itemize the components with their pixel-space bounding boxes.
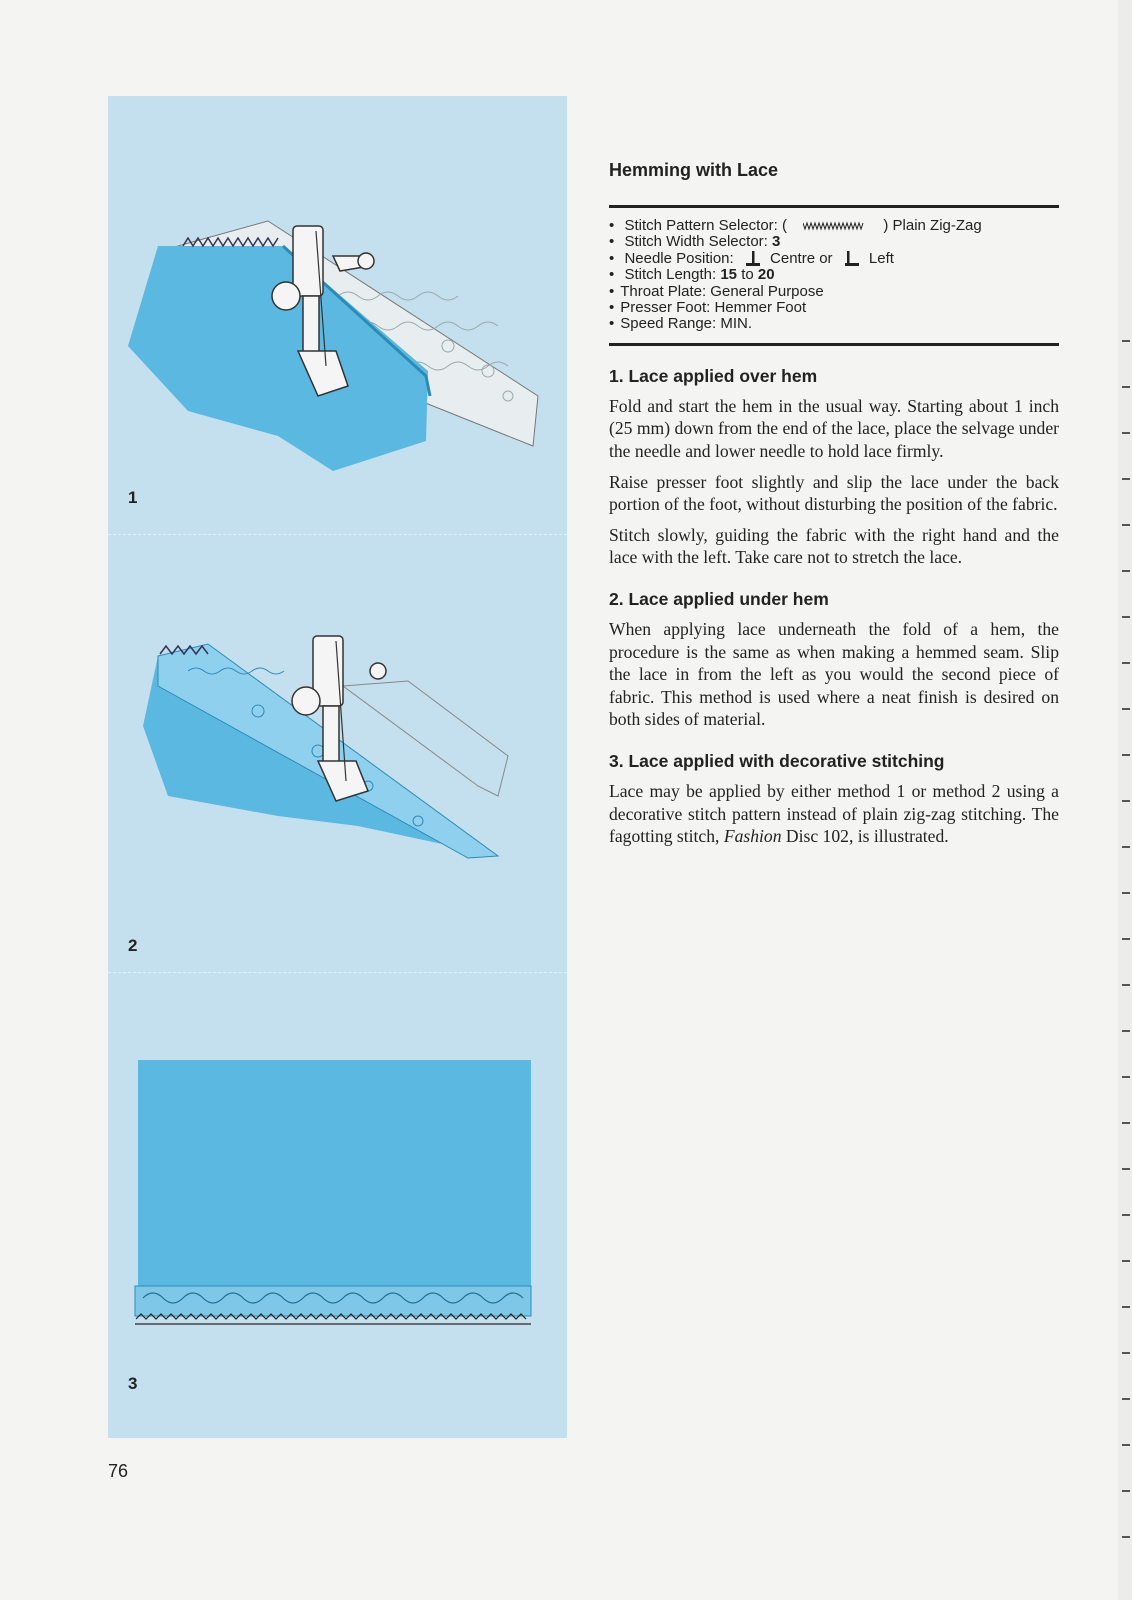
binding-mark xyxy=(1122,846,1130,848)
binding-mark xyxy=(1122,1352,1130,1354)
binding-mark xyxy=(1122,340,1130,342)
content-column xyxy=(609,160,1059,856)
binding-mark xyxy=(1122,478,1130,480)
fabric-swatch xyxy=(138,1060,531,1310)
binding-mark xyxy=(1122,800,1130,802)
machine-settings-list xyxy=(609,218,1059,333)
binding-mark xyxy=(1122,1122,1130,1124)
setting-needle-position: • Needle Position: Centre or Left xyxy=(609,251,1059,267)
figure-label-3: 3 xyxy=(128,1374,138,1393)
binding-mark xyxy=(1122,1306,1130,1308)
section-lace-under-hem xyxy=(609,589,1059,731)
binding-mark xyxy=(1122,1398,1130,1400)
setting-speed-range: • Speed Range: MIN. xyxy=(609,316,1059,332)
binding-mark xyxy=(1122,1214,1130,1216)
setting-stitch-pattern: • Stitch Pattern Selector: ( ) Plain Zig-Zag xyxy=(609,218,1059,234)
setting-presser-foot: • Presser Foot: Hemmer Foot xyxy=(609,300,1059,316)
binding-mark xyxy=(1122,432,1130,434)
figure-3-illustration xyxy=(108,1036,567,1356)
binding-mark xyxy=(1122,1076,1130,1078)
binding-mark xyxy=(1122,1030,1130,1032)
lace-band xyxy=(135,1286,531,1316)
binding-mark xyxy=(1122,1168,1130,1170)
paragraph: Lace may be applied by either method 1 or method 2 using a decorative stitch pattern instead of plain zig-zag stitching. The fagotting stitch, Fashion Disc 102, is illustrated. xyxy=(609,780,1059,847)
paragraph: Raise presser foot slightly and slip the lace under the back portion of the foot, without disturbing the position of the fabric. xyxy=(609,471,1059,515)
illustration-panel xyxy=(108,96,567,1438)
binding-mark xyxy=(1122,1490,1130,1492)
binding-mark xyxy=(1122,524,1130,526)
binding-mark xyxy=(1122,662,1130,664)
section-lace-over-hem xyxy=(609,366,1059,569)
figure-label-2: 2 xyxy=(128,936,138,955)
paragraph: Fold and start the hem in the usual way. Starting about 1 inch (25 mm) down from the end of the lace, place the selvage under the needle and lower needle to hold lace firmly. xyxy=(609,395,1059,462)
binding-mark xyxy=(1122,1260,1130,1262)
binding-mark xyxy=(1122,708,1130,710)
binding-mark xyxy=(1122,1536,1130,1538)
page-number: 76 xyxy=(108,1461,129,1481)
paragraph: Stitch slowly, guiding the fabric with the right hand and the lace with the left. Take care not to stretch the lace. xyxy=(609,524,1059,568)
bottom-rule xyxy=(609,343,1059,346)
binding-mark xyxy=(1122,984,1130,986)
binding-mark xyxy=(1122,386,1130,388)
section-decorative-stitching xyxy=(609,751,1059,848)
binding-mark xyxy=(1122,570,1130,572)
binding-mark xyxy=(1122,892,1130,894)
binding-mark xyxy=(1122,938,1130,940)
paragraph: When applying lace underneath the fold of a hem, the procedure is the same as when making a hemmed seam. Slip the lace in from the left as you would the second piece of fabric. This method is used where a neat finish is desired on both sides of material. xyxy=(609,619,1059,730)
page-title: Hemming with Lace xyxy=(609,160,779,180)
binding-mark xyxy=(1122,616,1130,618)
setting-throat-plate: • Throat Plate: General Purpose xyxy=(609,284,1059,300)
needle-centre-icon xyxy=(746,251,760,267)
figure-label-1: 1 xyxy=(128,488,138,507)
binding-mark xyxy=(1122,1444,1130,1446)
top-rule xyxy=(609,205,1059,208)
figure-divider xyxy=(108,534,567,535)
zigzag-pattern-icon xyxy=(803,221,865,231)
figure-divider xyxy=(108,972,567,973)
setting-stitch-width: • Stitch Width Selector: 3 xyxy=(609,234,1059,250)
binding-mark xyxy=(1122,754,1130,756)
figure-2-illustration xyxy=(108,536,567,986)
figure-1-illustration xyxy=(108,96,567,546)
section-heading: 1. Lace applied over hem xyxy=(609,365,818,386)
needle-left-icon xyxy=(845,251,859,267)
section-heading: 2. Lace applied under hem xyxy=(609,589,829,609)
setting-stitch-length: • Stitch Length: 15 to 20 xyxy=(609,267,1059,283)
section-heading: 3. Lace applied with decorative stitching xyxy=(609,750,945,771)
